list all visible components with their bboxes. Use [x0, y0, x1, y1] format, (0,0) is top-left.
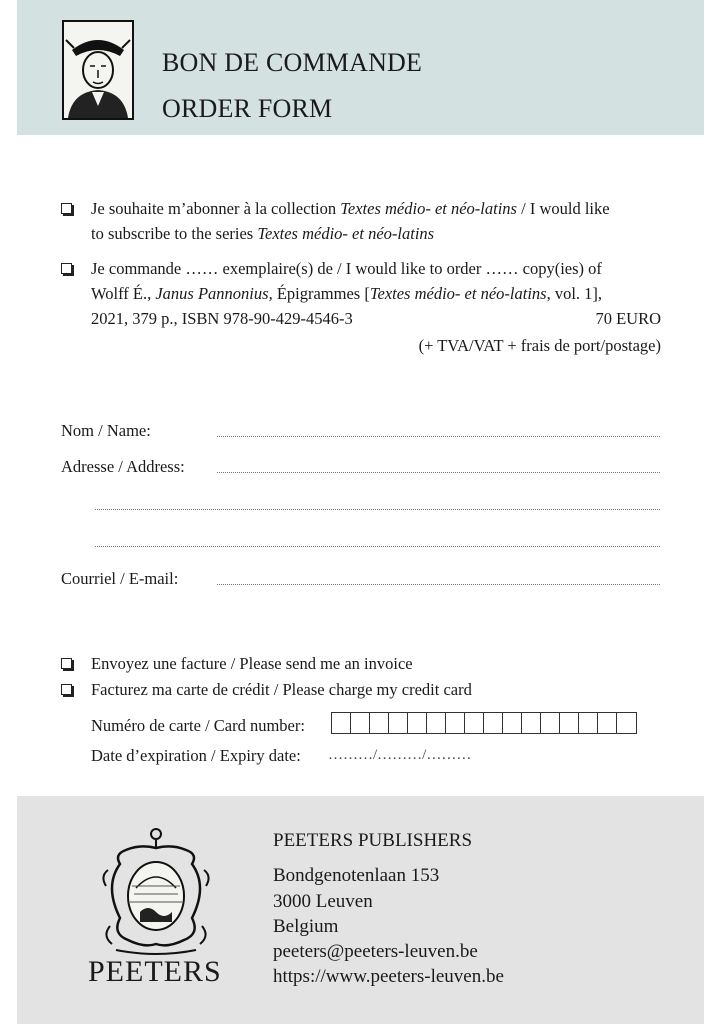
order-price: 70 EURO: [595, 309, 661, 328]
card-digit-cell[interactable]: [389, 713, 408, 733]
order-line-1: Je commande …… exemplaire(s) de / I would like to order …… copy(ies) of: [91, 259, 602, 278]
address-country: Belgium: [273, 916, 339, 937]
address-field-2[interactable]: [95, 509, 660, 510]
address-city: 3000 Leuven: [273, 891, 373, 912]
address-street: Bondgenotenlaan 153: [273, 865, 440, 886]
card-digit-cell[interactable]: [541, 713, 560, 733]
invoice-option: Envoyez une facture / Please send me an invoice: [91, 654, 413, 673]
publisher-name: PEETERS PUBLISHERS: [273, 830, 473, 851]
card-digit-cell[interactable]: [560, 713, 579, 733]
expiry-field[interactable]: ………/………/………: [328, 747, 472, 763]
card-number-label: Numéro de carte / Card number:: [91, 716, 305, 735]
order-checkbox[interactable]: [61, 263, 72, 274]
address-label: Adresse / Address:: [61, 457, 185, 476]
invoice-checkbox[interactable]: [61, 658, 72, 669]
card-digit-cell[interactable]: [370, 713, 389, 733]
peeters-crest-icon: [96, 826, 216, 956]
address-field-3[interactable]: [95, 546, 660, 547]
contact-email[interactable]: peeters@peeters-leuven.be: [273, 941, 478, 962]
name-label: Nom / Name:: [61, 421, 151, 440]
card-digit-cell[interactable]: [446, 713, 465, 733]
card-digit-cell[interactable]: [484, 713, 503, 733]
card-digit-cell[interactable]: [465, 713, 484, 733]
subscribe-checkbox[interactable]: [61, 203, 72, 214]
tax-note: (+ TVA/VAT + frais de port/postage): [418, 336, 661, 355]
title-en: ORDER FORM: [162, 94, 333, 123]
address-field-1[interactable]: [217, 472, 660, 473]
order-line-2: Wolff É., Janus Pannonius, Épigrammes [Textes médio- et néo-latins, vol. 1],: [91, 284, 603, 303]
title-fr: BON DE COMMANDE: [162, 48, 423, 77]
card-number-grid[interactable]: [331, 712, 637, 734]
card-digit-cell[interactable]: [598, 713, 617, 733]
subscribe-line-1: Je souhaite m’abonner à la collection Textes médio- et néo-latins / I would like: [91, 199, 610, 218]
credit-card-checkbox[interactable]: [61, 684, 72, 695]
card-digit-cell[interactable]: [408, 713, 427, 733]
card-digit-cell[interactable]: [351, 713, 370, 733]
credit-card-option: Facturez ma carte de crédit / Please charge my credit card: [91, 680, 472, 699]
order-line-3: 2021, 379 p., ISBN 978-90-429-4546-3: [91, 309, 353, 328]
name-field[interactable]: [217, 436, 660, 437]
card-digit-cell[interactable]: [579, 713, 598, 733]
woodcut-portrait-icon: [62, 20, 134, 120]
card-digit-cell[interactable]: [332, 713, 351, 733]
card-digit-cell[interactable]: [427, 713, 446, 733]
logo-wordmark: PEETERS: [88, 955, 222, 988]
email-field[interactable]: [217, 584, 660, 585]
email-label: Courriel / E-mail:: [61, 569, 179, 588]
card-digit-cell[interactable]: [617, 713, 636, 733]
subscribe-line-2: to subscribe to the series Textes médio- et néo-latins: [91, 224, 435, 243]
card-digit-cell[interactable]: [503, 713, 522, 733]
card-digit-cell[interactable]: [522, 713, 541, 733]
expiry-label: Date d’expiration / Expiry date:: [91, 746, 301, 765]
website-link[interactable]: https://www.peeters-leuven.be: [273, 966, 504, 987]
